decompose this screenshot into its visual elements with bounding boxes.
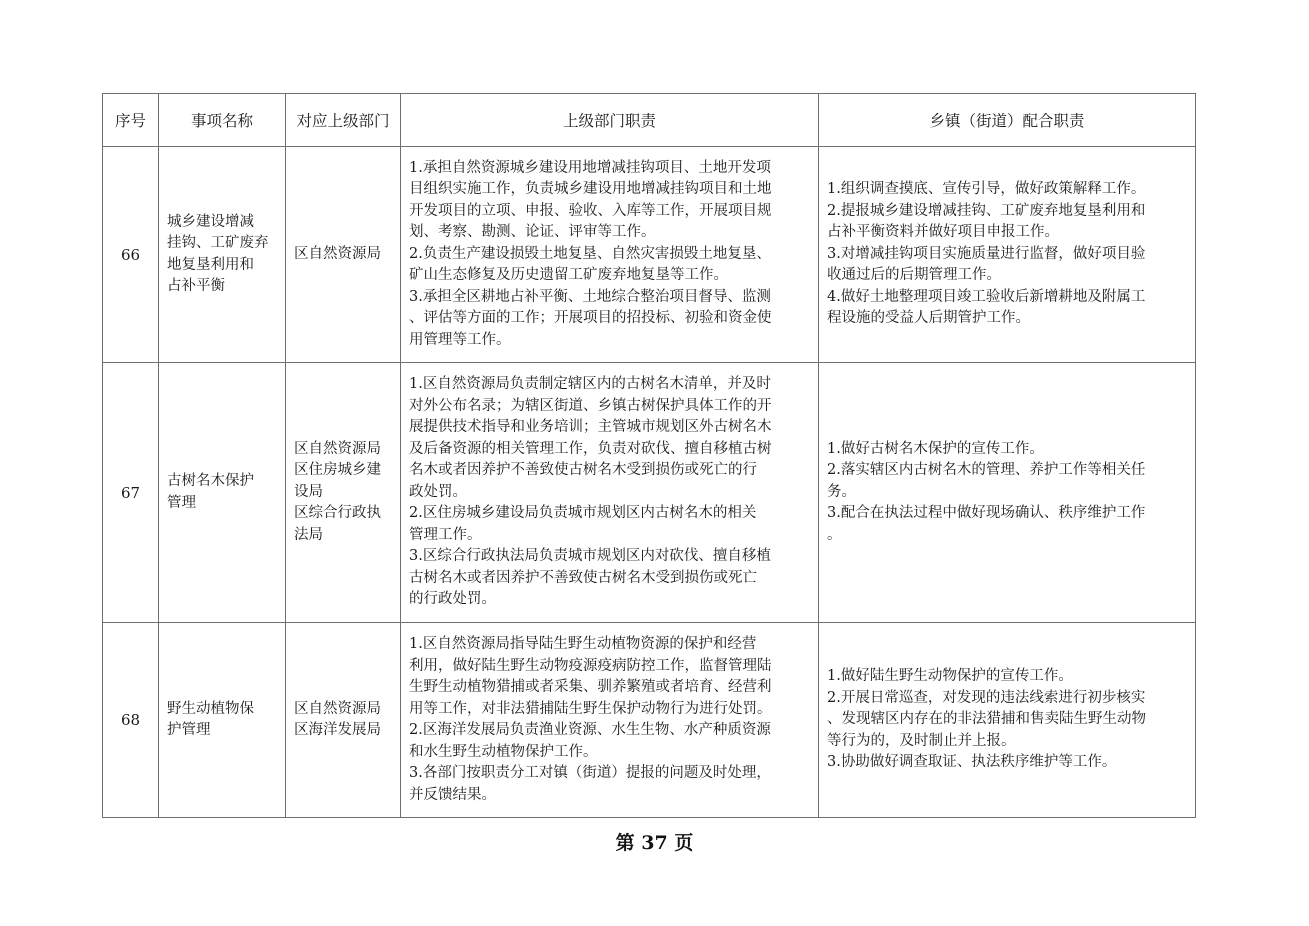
department: 区自然资源局 区住房城乡建 设局 区综合行政执 法局 [286, 363, 401, 623]
town-duties: 1.做好古树名木保护的宣传工作。 2.落实辖区内古树名木的管理、养护工作等相关任 务。 3.配合在执法过程中做好现场确认、秩序维护工作 。 [819, 363, 1196, 623]
table-row [103, 623, 1196, 818]
header-row [103, 94, 1196, 147]
header-superior-duties: 上级部门职责 [401, 94, 819, 147]
item-name: 城乡建设增减 挂钩、工矿废弃 地复垦利用和 占补平衡 [159, 147, 286, 363]
town-duties: 1.做好陆生野生动物保护的宣传工作。 2.开展日常巡查，对发现的违法线索进行初步核实 、发现辖区内存在的非法猎捕和售卖陆生野生动物 等行为的，及时制止并上报。 3.协助做好调查取证、执法秩序维护等工作。 [819, 623, 1196, 818]
header-num: 序号 [103, 94, 159, 147]
row-number: 66 [103, 147, 159, 363]
superior-duties: 1.区自然资源局指导陆生野生动植物资源的保护和经营 利用，做好陆生野生动物疫源疫病防控工作，监督管理陆 生野生动植物猎捕或者采集、驯养繁殖或者培育、经营利 用等工作，对非法猎捕陆生野生保护动物行为进行处罚。 2.区海洋发展局负责渔业资源、水生生物、水产种质资源 和水生野生动植物保护工作。 3.各部门按职责分工对镇（街道）提报的问题及时处理， 并反馈结果。 [401, 623, 819, 818]
item-name: 野生动植物保 护管理 [159, 623, 286, 818]
row-number: 68 [103, 623, 159, 818]
department: 区自然资源局 区海洋发展局 [286, 623, 401, 818]
table-row [103, 147, 1196, 363]
row-number: 67 [103, 363, 159, 623]
duty-table [102, 93, 1196, 818]
department: 区自然资源局 [286, 147, 401, 363]
town-duties: 1.组织调查摸底、宣传引导，做好政策解释工作。 2.提报城乡建设增减挂钩、工矿废弃地复垦利用和 占补平衡资料并做好项目申报工作。 3.对增减挂钩项目实施质量进行监督，做好项目验 收通过后的后期管理工作。 4.做好土地整理项目竣工验收后新增耕地及附属工 程设施的受益人后期管护工作。 [819, 147, 1196, 363]
header-dept: 对应上级部门 [286, 94, 401, 147]
superior-duties: 1.承担自然资源城乡建设用地增减挂钩项目、土地开发项 目组织实施工作，负责城乡建设用地增减挂钩项目和土地 开发项目的立项、申报、验收、入库等工作，开展项目规 划、考察、勘测、论证、评审等工作。 2.负责生产建设损毁土地复垦、自然灾害损毁土地复垦、 矿山生态修复及历史遗留工矿废弃地复垦等工作。 3.承担全区耕地占补平衡、土地综合整治项目督导、监测 、评估等方面的工作；开展项目的招投标、初验和资金使 用管理等工作。 [401, 147, 819, 363]
table-row [103, 363, 1196, 623]
item-name: 古树名木保护 管理 [159, 363, 286, 623]
superior-duties: 1.区自然资源局负责制定辖区内的古树名木清单，并及时 对外公布名录；为辖区街道、乡镇古树保护具体工作的开 展提供技术指导和业务培训；主管城市规划区外古树名木 及后备资源的相关管理工作，负责对砍伐、擅自移植古树 名木或者因养护不善致使古树名木受到损伤或死亡的行 政处罚。 2.区住房城乡建设局负责城市规划区内古树名木的相关 管理工作。 3.区综合行政执法局负责城市规划区内对砍伐、擅自移植 古树名木或者因养护不善致使古树名木受到损伤或死亡 的行政处罚。 [401, 363, 819, 623]
header-town-duties: 乡镇（街道）配合职责 [819, 94, 1196, 147]
header-name: 事项名称 [159, 94, 286, 147]
page-number: 第 37 页 [615, 832, 694, 854]
